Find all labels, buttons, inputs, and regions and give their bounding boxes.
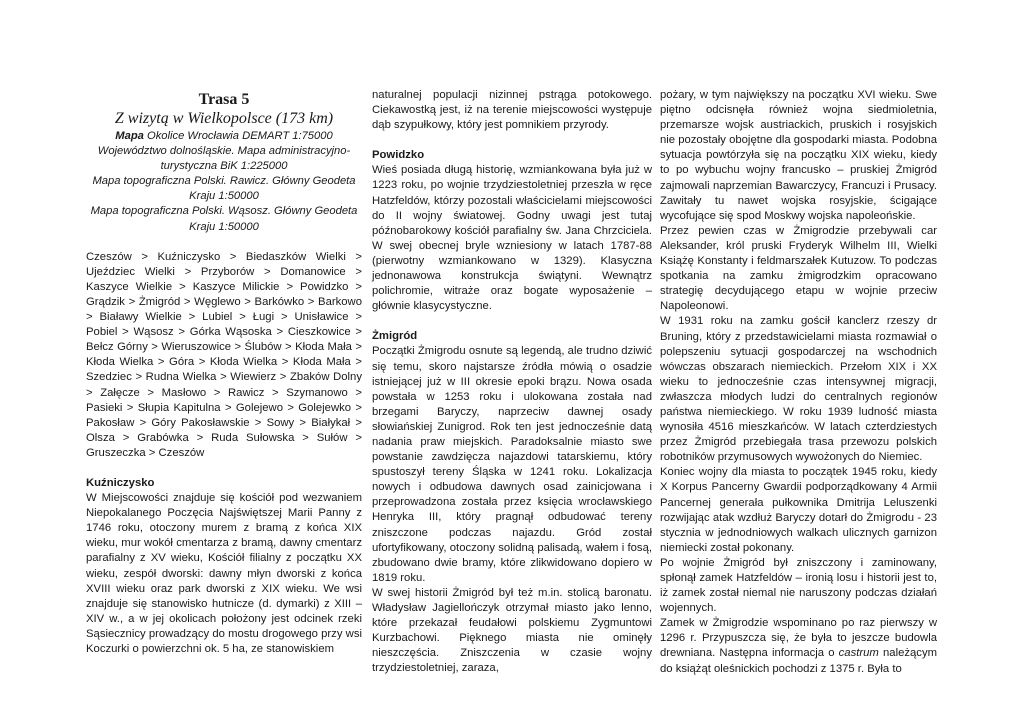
section-text-kuzniczysko-cont: naturalnej populacji nizinnej pstrąga potokowego. Ciekawostką jest, iż na terenie miejscowości występuje dąb szypułkowy, który jest pomnikiem przyrody. bbox=[372, 89, 652, 132]
section-text-zmigrod-4: Przez pewien czas w Żmigrodzie przebywali car Aleksander, król pruski Fryderyk Wilhelm III, Wielki Książę Konstanty i feldmarszałek Kutuzow. To podczas spotkania na zamku żmigrodzkim opracowano strategię decydującego etapu w wojnie przeciw Napoleonowi. bbox=[660, 224, 937, 313]
map-item-3: Mapa topograficzna Polski. Rawicz. Główny Geodeta Kraju 1:50000 bbox=[92, 175, 356, 203]
map-label: Mapa bbox=[115, 130, 144, 142]
page-subtitle: Z wizytą w Wielkopolsce (173 km) bbox=[114, 110, 334, 127]
map-text: Okolice Wrocławia DEMART 1:75000 bbox=[147, 130, 333, 142]
column-3 bbox=[660, 88, 937, 677]
section-text-kuzniczysko: W Miejscowości znajduje się kościół pod wezwaniem Niepokalanego Poczęcia Najświętszej Marii Panny z 1746 roku, otoczony murem z bramą z końca XIX wieku, mur wokół cmentarza z bramą, dawny cmentarz parafialny z XV wieku, Kościół filialny z początku XX wieku, zespół dworski: dawny młyn dworski z końca XVIII wieku oraz park dworski z XIX wieku. We wsi znajduje się stanowisko hutnicze (d. dymarki) z XIII – XIV w., a w jej okolicach położony jest odcinek rzeki Sąsiecznicy prowadzący do mostu drogowego przy wsi Koczurki o powierzchni ok. 5 ha, ze stanowiskiem bbox=[86, 492, 362, 655]
section-heading-powidzko: Powidzko bbox=[372, 149, 425, 162]
text-run: Zamek w Żmigrodzie wspominano po raz pierwszy w 1296 r. Przypuszcza się, że była to jeszcze budowla drewniana. Następna informacja o bbox=[660, 617, 937, 660]
section-text-powidzko: Wieś posiada długą historię, wzmiankowana była już w 1223 roku, po wojnie trzydziestoletniej przeszła w ręce Hatzfeldów, którzy pozostali właścicielami miejscowości do II wojny światowej. Godny uwagi jest tutaj późnobarokowy kościół parafialny św. Jana Chrzciciela. W swej obecnej bryle wzniesiony w latach 1787-88 (pierwotny wzmiankowano w 1329). Klasyczna jednonawowa konstrukcja świątyni. Wewnątrz polichromie, witraże oraz bogate wyposażenie – głównie klasycystyczne. bbox=[372, 164, 652, 313]
section-text-zmigrod-1: Początki Żmigrodu osnute są legendą, ale trudno dziwić się temu, skoro najstarsze źródła mówią o osadzie istniejącej już w III okresie epoki brązu. Nowa osada powstała w 1253 roku i ulokowana została nad brzegami Baryczy, naprzeciw dawnej osady słowiańskiej Zunigrod. Rok ten jest jednocześnie datą nadania praw miejskich. Paradoksalnie miasto swe powstanie zawdzięcza najazdowi tatarskiemu, który spustoszył tereny Śląska w 1241 roku. Lokalizacja nowych i odbudowa dawnych osad zainicjowana i przeprowadzona została przez księcia wrocławskiego Henryka III, który pragnął odbudować tereny zniszczone podczas najazdu. Gród został ufortyfikowany, otoczony solidną palisadą, wałem i fosą, zbudowano dwie bramy, które zlikwidowano dopiero w 1819 roku. bbox=[372, 345, 652, 584]
column-2 bbox=[372, 88, 652, 676]
map-list bbox=[86, 129, 362, 235]
map-item-2: Województwo dolnośląskie. Mapa administracyjno-turystyczna BiK 1:225000 bbox=[97, 145, 351, 173]
map-item-4: Mapa topograficzna Polski. Wąsosz. Główny Geodeta Kraju 1:50000 bbox=[90, 205, 358, 233]
section-heading-zmigrod: Żmigród bbox=[372, 330, 418, 343]
column-1 bbox=[86, 88, 362, 657]
section-text-zmigrod-3: pożary, w tym największy na początku XVI wieku. Swe piętno odcisnęła również wojna siedmioletnia, przemarsze wojsk austriackich, pruskich i rosyjskich nie pozostały obojętne dla gospodarki miasta. Podobna sytuacja powtórzyła się na początku XIX wieku, kiedy to po wybuchu wojny francusko – pruskiej Żmigród zajmowali naprzemian Bawarczycy, Francuzi i Prusacy. Zawitały tu nawet wojska rosyjskie, ścigające wycofujące się spod Moskwy wojska napoleońskie. bbox=[660, 89, 937, 222]
page-title: Trasa 5 bbox=[198, 91, 250, 108]
italic-term: castrum bbox=[838, 647, 879, 660]
section-text-zmigrod-8 bbox=[660, 616, 937, 676]
section-text-zmigrod-5: W 1931 roku na zamku gościł kanclerz rzeszy dr Bruning, który z przedstawicielami miasta rozmawiał o polepszeniu sytuacji gospodarczej na wschodnich wówczas obszarach niemieckich. Przełom XIX i XX wieku to jednocześnie czas intensywnej migracji, zwłaszcza młodych ludzi do centralnych regionów państwa niemieckiego. W roku 1939 ludność miasta wynosiła 4516 mieszkańców. W latach czterdziestych przez Żmigród przebiegała trasa przewozu polskich robotników przymusowych wywożonych do Niemiec. bbox=[660, 315, 937, 464]
section-text-zmigrod-7: Po wojnie Żmigród był zniszczony i zaminowany, spłonął zamek Hatzfeldów – ironią losu i historii jest to, iż zamek został niemal nie naruszony podczas działań wojennych. bbox=[660, 556, 937, 615]
text-run: należącym do książąt oleśnickich pochodzi z 1375 r. Była to bbox=[660, 647, 937, 675]
route-description: Czeszów > Kuźniczysko > Biedaszków Wielki > Ujeździec Wielki > Przyborów > Domanowice > Kaszyce Wielkie > Kaszyce Milickie > Powidzko > Grądzik > Żmigród > Węglewo > Barkówko > Barkowo > Białawy Wielkie > Lubiel > Ługi > Unisławice > Pobiel > Wąsosz > Górka Wąsoska > Cieszkowice > Bełcz Górny > Wieruszowice > Ślubów > Kłoda Mała > Kłoda Wielka > Góra > Kłoda Wielka > Kłoda Mała > Szedziec > Rudna Wielka > Wiewierz > Zbaków Dolny > Załęcze > Masłowo > Rawicz > Szymanowo > Pasieki > Słupia Kapitulna > Golejewo > Golejewko > Pakosław > Góry Pakosławskie > Sowy > Białykał > Olsza > Grabówka > Ruda Sułowska > Sułów > Gruszeczka > Czeszów bbox=[86, 250, 362, 459]
section-heading-kuzniczysko: Kuźniczysko bbox=[86, 476, 155, 489]
section-text-zmigrod-2: W swej historii Żmigród był też m.in. stolicą baronatu. Władysław Jagiellończyk otrzymał miasto jako lenno, które przekazał feudałowi polskiemu Zygmuntowi Kurzbachowi. Pięknego miasta nie ominęły nieszczęścia. Zniszczenia w czasie wojny trzydziestoletniej, zaraza, bbox=[372, 586, 652, 675]
section-text-zmigrod-6: Koniec wojny dla miasta to początek 1945 roku, kiedy X Korpus Pancerny Gwardii podporządkowany 4 Armii Pancernej generała pułkownika Dmitrija Leluszenki rozwijając atak wzdłuż Baryczy dotarł do Żmigrodu - 23 stycznia w jednodniowych walkach ulicznych garnizon niemiecki został pokonany. bbox=[660, 466, 937, 554]
map-item-1 bbox=[86, 129, 362, 144]
